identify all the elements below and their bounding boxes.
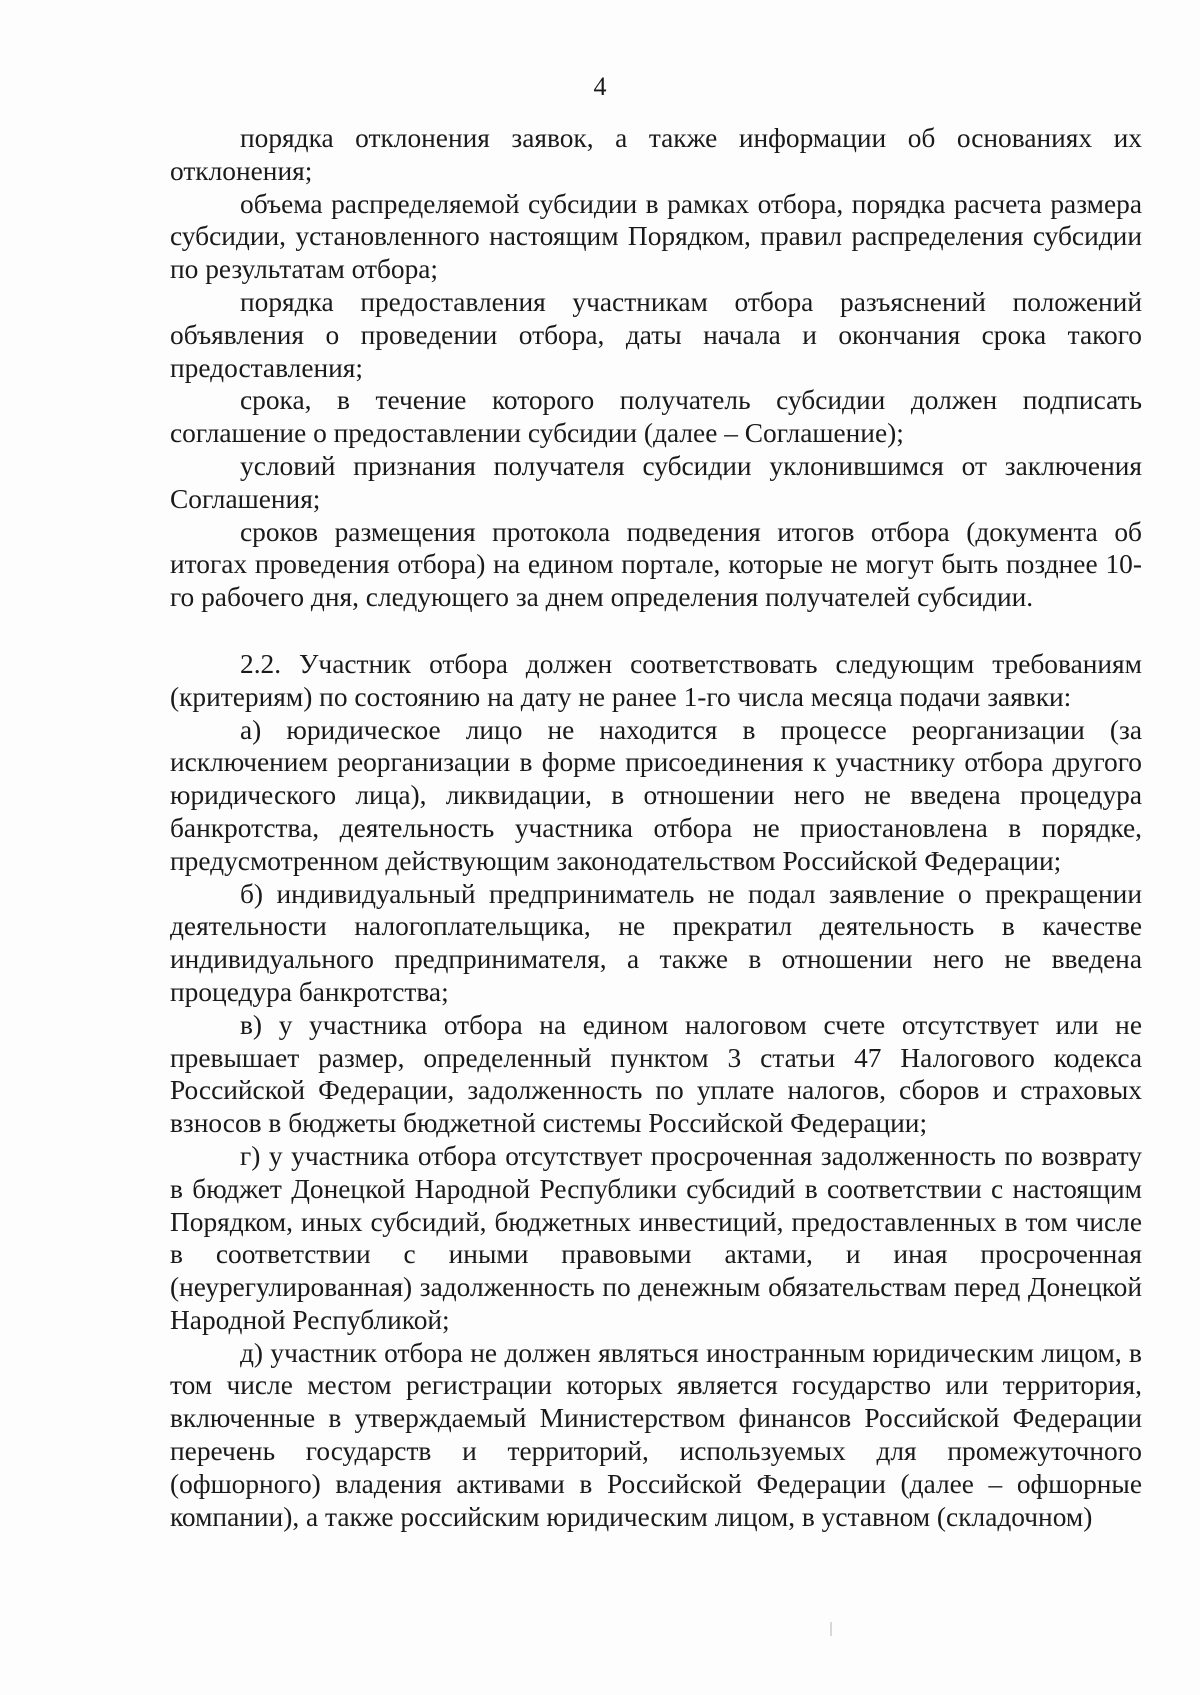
paragraph-item-g: г) у участника отбора отсутствует просроченная задолженность по возврату в бюджет Донецкой Народной Республики субсидий в соответствии с настоящим Порядком, иных субсидий, бюджетных инвестиций, предоставленных в том числе в соответствии с иными правовыми актами, и иная просроченная (неурегулированная) задолженность по денежным обязательствам перед Донецкой Народной Республикой; (170, 1140, 1142, 1335)
paragraph-clarifications: порядка предоставления участникам отбора разъяснений положений объявления о проведении отбора, даты начала и окончания срока такого предоставления; (170, 286, 1142, 383)
paragraph-rejection-order: порядка отклонения заявок, а также информации об основаниях их отклонения; (170, 123, 1142, 186)
paragraph-subsidy-volume: объема распределяемой субсидии в рамках отбора, порядка расчета размера субсидии, установленного настоящим Порядком, правил распределения субсидии по результатам отбора; (170, 188, 1142, 285)
page-number: 4 (593, 72, 607, 101)
paragraph-protocol-terms: сроков размещения протокола подведения итогов отбора (документа об итогах проведения отбора) на едином портале, которые не могут быть позднее 10-го рабочего дня, следующего за днем определения получателей субсидии. (170, 516, 1142, 613)
paragraph-item-d: д) участник отбора не должен являться иностранным юридическим лицом, в том числе местом регистрации которых является государство или территория, включенные в утверждаемый Министерством финансов Российской Федерации перечень государств и территорий, используемых для промежуточного (офшорного) владения активами в Российской Федерации (далее – офшорные компании), а также российским юридическим лицом, в уставном (складочном) (170, 1337, 1142, 1532)
scan-speck (830, 1622, 832, 1636)
paragraph-agreement-term: срока, в течение которого получатель субсидии должен подписать соглашение о предоставлении субсидии (далее – Соглашение); (170, 385, 1142, 449)
paragraph-item-b: б) индивидуальный предприниматель не подал заявление о прекращении деятельности налогоплательщика, не прекратил деятельность в качестве индивидуального предпринимателя, а также в отношении него не введена процедура банкротства; (170, 878, 1142, 1007)
paragraph-item-v: в) у участника отбора на едином налоговом счете отсутствует или не превышает размер, определенный пунктом 3 статьи 47 Налогового кодекса Российской Федерации, задолженность по уплате налогов, сборов и страховых взносов в бюджеты бюджетной системы Российской Федерации; (170, 1009, 1142, 1139)
paragraph-evasion-conditions: условий признания получателя субсидии уклонившимся от заключения Соглашения; (170, 450, 1142, 514)
section-gap (170, 614, 1142, 648)
paragraph-item-a: а) юридическое лицо не находится в процессе реорганизации (за исключением реорганизации в форме присоединения к участнику отбора другого юридического лица), ликвидации, в отношении него не введена процедура банкротства, деятельность участника отбора не приостановлена в порядке, предусмотренном действующим законодательством Российской Федерации; (170, 714, 1142, 876)
document-body (170, 122, 1142, 1533)
paragraph-section-2-2: 2.2. Участник отбора должен соответствовать следующим требованиям (критериям) по состоянию на дату не ранее 1-го числа месяца подачи заявки: (170, 648, 1142, 712)
